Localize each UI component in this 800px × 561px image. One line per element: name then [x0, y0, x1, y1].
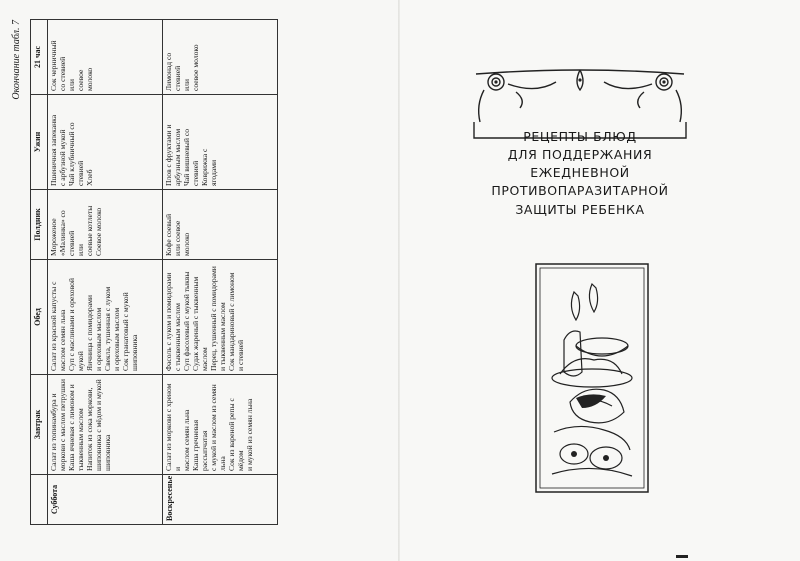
- menu-table: [30, 19, 278, 525]
- menu-line: Перец, тушенный с помидорами: [208, 266, 218, 371]
- menu-line: или: [66, 79, 76, 91]
- menu-line: тыквенным маслом: [75, 408, 85, 471]
- menu-cell: [48, 260, 163, 375]
- section-title: [472, 128, 688, 219]
- menu-line: Свекла, тушенная с луком: [102, 286, 112, 371]
- menu-line: шиповника: [102, 434, 112, 471]
- menu-line: молоко: [84, 67, 94, 91]
- menu-line: Яичница с помидорами: [84, 295, 94, 371]
- menu-line: Коврижка с: [199, 148, 209, 186]
- menu-line: Сок из вареной репы с мёдом: [226, 398, 245, 471]
- menu-line: Судак жареный с тыквенным: [190, 276, 200, 371]
- menu-line: Мороженое: [49, 218, 58, 256]
- menu-cell: [163, 375, 278, 475]
- menu-line: стевией: [66, 230, 76, 256]
- menu-line: соевые котлеты: [84, 205, 94, 256]
- menu-line: ягодами: [208, 159, 218, 186]
- table-row: [163, 20, 278, 525]
- menu-line: Чай клубничный со: [66, 122, 76, 186]
- menu-line: маслом семян льна: [57, 309, 67, 371]
- menu-line: или соевое: [172, 220, 182, 256]
- menu-line: Лимонад со: [164, 52, 173, 91]
- menu-line: Салат из красной капусты с: [49, 281, 58, 371]
- title-line: ЕЖЕДНЕВНОЙ: [530, 165, 630, 181]
- menu-line: Салат из топинамбура и: [49, 393, 58, 471]
- col-header-snack: Полдник: [31, 190, 48, 260]
- col-header-breakfast: Завтрак: [31, 375, 48, 475]
- menu-line: Напиток из сока моркови,: [84, 387, 94, 471]
- continuation-label: Окончание табл. 7: [11, 20, 22, 100]
- menu-line: Соевое молоко: [93, 207, 103, 256]
- menu-line: и ореховым маслом: [111, 307, 121, 371]
- menu-line: и стевией: [235, 339, 245, 371]
- rotated-table-page: [4, 10, 289, 555]
- food-still-life-illustration: [534, 262, 650, 499]
- menu-line: Салат из моркови с хреном и: [164, 383, 182, 471]
- menu-line: соевое молоко: [190, 44, 200, 91]
- day-cell: Воскресенье: [163, 475, 278, 525]
- menu-line: маслом семян льна: [181, 409, 191, 471]
- menu-line: Сок черничный: [49, 40, 58, 91]
- menu-line: маслом: [199, 347, 209, 371]
- menu-cell: [48, 20, 163, 95]
- menu-line: «Малинка» со: [57, 210, 67, 256]
- menu-line: и ореховым маслом: [93, 307, 103, 371]
- menu-line: Пшеничная запеканка: [49, 114, 58, 186]
- title-line: ДЛЯ ПОДДЕРЖАНИЯ: [507, 147, 653, 163]
- menu-line: Хлеб: [84, 169, 94, 186]
- title-line: ЗАЩИТЫ РЕБЕНКА: [515, 201, 645, 217]
- menu-line: соевое: [75, 69, 85, 91]
- col-header-day: [31, 475, 48, 525]
- print-mark: [676, 555, 688, 558]
- menu-cell: [48, 375, 163, 475]
- menu-line: шиповника: [129, 334, 139, 371]
- menu-cell: [163, 260, 278, 375]
- menu-cell: [163, 95, 278, 190]
- menu-line: или: [75, 244, 85, 256]
- menu-line: Суп с маслинами и ореховой: [66, 278, 76, 371]
- table-header-row: [31, 20, 48, 525]
- menu-line: стевией: [75, 160, 85, 186]
- menu-cell: [48, 190, 163, 260]
- menu-line: Каша гречневая рассыпчатая: [190, 419, 209, 471]
- menu-cell: [163, 190, 278, 260]
- col-header-lunch: Обед: [31, 260, 48, 375]
- table-row: [48, 20, 163, 525]
- menu-line: молоко: [181, 232, 191, 256]
- col-header-dinner: Ужин: [31, 95, 48, 190]
- col-header-9pm: 21 час: [31, 20, 48, 95]
- menu-line: и тыквенным маслом: [217, 302, 227, 371]
- menu-line: мукой: [75, 351, 85, 371]
- menu-line: арбузным маслом: [172, 128, 182, 186]
- menu-line: Суп фасолевый с мукой тыквы: [181, 271, 191, 371]
- menu-line: с арбузной мукой: [57, 129, 67, 186]
- menu-line: с тыквенным маслом: [172, 303, 182, 371]
- menu-line: или: [181, 79, 191, 91]
- menu-line: Сок гранатовый с мукой: [120, 292, 130, 371]
- menu-line: моркови с маслом петрушки: [57, 379, 67, 471]
- menu-line: Сок мандариновый с лимоном: [226, 272, 236, 371]
- menu-line: и мукой из семян льна: [244, 398, 254, 471]
- menu-line: Кофе соевый: [164, 213, 173, 256]
- menu-line: Каша ячневая с лимоном и: [66, 384, 76, 471]
- menu-line: Фасоль с луком и помидорами: [164, 272, 173, 371]
- menu-cell: [48, 95, 163, 190]
- menu-line: шиповника с мёдом и мукой: [93, 379, 103, 471]
- title-line: ПРОТИВОПАРАЗИТАРНОЙ: [491, 183, 669, 199]
- menu-cell: [163, 20, 278, 95]
- day-cell: Суббота: [48, 475, 163, 525]
- menu-line: Плов с фруктами и: [164, 124, 173, 186]
- menu-line: стевией: [190, 160, 200, 186]
- menu-line: со стевией: [57, 56, 67, 91]
- menu-line: стевией: [172, 65, 182, 91]
- menu-line: Чай вишневый со: [181, 128, 191, 186]
- menu-line: с мукой и маслом из семян льна: [208, 384, 227, 471]
- title-line: РЕЦЕПТЫ БЛЮД: [523, 129, 637, 144]
